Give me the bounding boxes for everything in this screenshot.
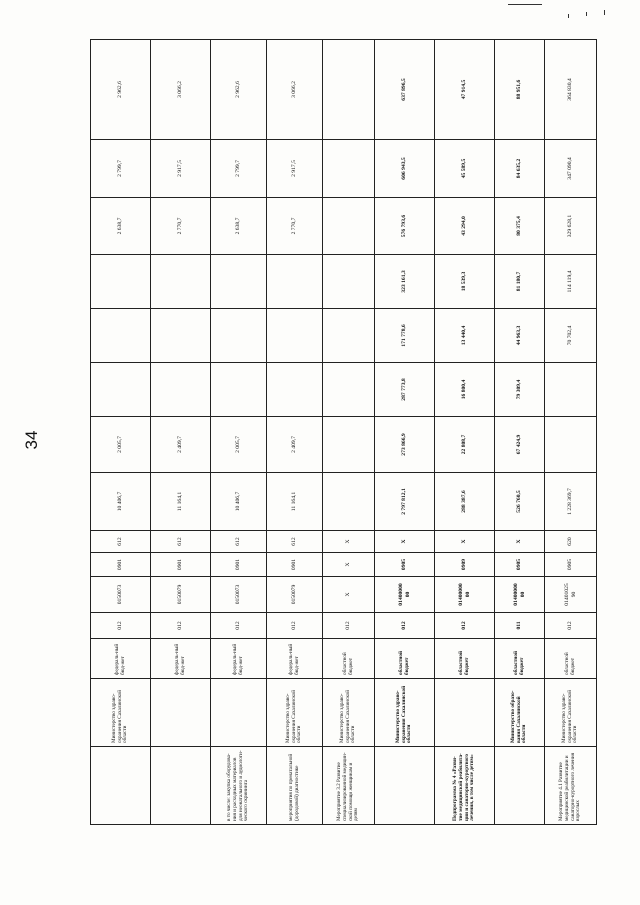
program-funding-table <box>90 39 597 825</box>
value-2017 <box>151 255 211 309</box>
org-cell: Министерство здраво-охранения Сахалинской области <box>545 679 597 747</box>
value-2019: 84 635,2 <box>495 140 545 198</box>
value-2018 <box>323 198 375 255</box>
funding-source: федераль-ный бюд-жет <box>151 639 211 679</box>
csr-code: 01401025 90 <box>545 577 597 613</box>
table-row <box>267 40 323 825</box>
csr-code: 01400000 00 <box>435 577 495 613</box>
csr-code: 0150079 <box>267 577 323 613</box>
value-2015 <box>323 363 375 417</box>
value-2020: 364 830,4 <box>545 40 597 140</box>
table-row <box>495 40 545 825</box>
total-value <box>323 473 375 531</box>
value-2017: 323 161,3 <box>375 255 435 309</box>
value-2016 <box>151 309 211 363</box>
value-2017 <box>91 255 151 309</box>
rzpr-code: 0901 <box>267 553 323 577</box>
scan-mark <box>604 10 605 15</box>
org-cell <box>151 679 211 747</box>
value-2017: 114 119,4 <box>545 255 597 309</box>
value-2015: 79 309,4 <box>495 363 545 417</box>
grbs-code: 012 <box>545 613 597 639</box>
org-cell: Министерство здраво-охранения Сахалинской области <box>91 679 151 747</box>
value-2018: 2 770,7 <box>151 198 211 255</box>
value-2014: 2 005,7 <box>91 417 151 473</box>
row-name: мероприятия по пренатальной (дородовой) диагностике <box>267 747 323 825</box>
value-2014: 2 005,7 <box>211 417 267 473</box>
value-2019: 45 589,5 <box>435 140 495 198</box>
grbs-code: 012 <box>267 613 323 639</box>
table-row <box>91 40 151 825</box>
value-2015: 287 773,8 <box>375 363 435 417</box>
value-2019: 347 090,4 <box>545 140 597 198</box>
funding-source: федераль-ный бюд-жет <box>211 639 267 679</box>
vr-code: X <box>495 531 545 553</box>
table-row <box>545 40 597 825</box>
value-2016: 44 963,3 <box>495 309 545 363</box>
value-2018: 329 628,1 <box>545 198 597 255</box>
value-2019 <box>323 140 375 198</box>
value-2020: 47 914,5 <box>435 40 495 140</box>
row-name: Мероприятие 3.2 Развитие специализированной медицин-ской помощи женщинам и детям <box>323 747 375 825</box>
funding-source: федераль-ный бюд-жет <box>91 639 151 679</box>
funding-source: федераль-ный бюд-жет <box>267 639 323 679</box>
value-2015: 16 800,4 <box>435 363 495 417</box>
value-2018: 2 638,7 <box>211 198 267 255</box>
value-2015 <box>267 363 323 417</box>
value-2020: 2 962,6 <box>211 40 267 140</box>
funding-source: областной бюджет <box>495 639 545 679</box>
csr-code: 01400000 00 <box>495 577 545 613</box>
grbs-code: 012 <box>375 613 435 639</box>
value-2015 <box>91 363 151 417</box>
value-2020: 637 896,5 <box>375 40 435 140</box>
value-2019: 2 799,7 <box>211 140 267 198</box>
funding-source: областной бюджет <box>435 639 495 679</box>
rotated-table-container <box>90 40 580 825</box>
row-name: Подпрограмма № 4 «Разви-тие медицинской реабилита-ции и санаторно-курортного лечения, в том числе детям» <box>435 747 495 825</box>
value-2018: 43 294,0 <box>435 198 495 255</box>
grbs-code: 012 <box>211 613 267 639</box>
value-2014: 22 808,7 <box>435 417 495 473</box>
grbs-code: 012 <box>323 613 375 639</box>
value-2016 <box>267 309 323 363</box>
total-value: 1 228 369,7 <box>545 473 597 531</box>
value-2016 <box>211 309 267 363</box>
value-2017: 18 539,3 <box>435 255 495 309</box>
row-name: Мероприятие 4.1 Развитие медицинской реабилитации и санаторно-курортного лечения взрослых <box>545 747 597 825</box>
vr-code: 612 <box>211 531 267 553</box>
value-2019: 2 917,5 <box>267 140 323 198</box>
vr-code: X <box>435 531 495 553</box>
total-value: 10 406,7 <box>211 473 267 531</box>
rzpr-code: 0905 <box>495 553 545 577</box>
value-2014 <box>545 417 597 473</box>
org-cell: Министерство здраво-охранения Сахалинской области <box>375 679 435 747</box>
scan-mark <box>586 12 587 16</box>
value-2020 <box>323 40 375 140</box>
value-2019: 606 943,5 <box>375 140 435 198</box>
rzpr-code: 0901 <box>91 553 151 577</box>
value-2014: 2 409,7 <box>151 417 211 473</box>
csr-code: 01400000 00 <box>375 577 435 613</box>
total-value: 11 164,1 <box>151 473 211 531</box>
total-value: 10 406,7 <box>91 473 151 531</box>
value-2014: 67 424,9 <box>495 417 545 473</box>
value-2017 <box>211 255 267 309</box>
csr-code: 0150073 <box>211 577 267 613</box>
rzpr-code: 0905 <box>545 553 597 577</box>
rzpr-code: 0901 <box>211 553 267 577</box>
funding-source: областной бюджет <box>323 639 375 679</box>
org-cell: Министерство образо-вания Сахалинской области <box>495 679 545 747</box>
value-2016 <box>323 309 375 363</box>
csr-code: 0150073 <box>91 577 151 613</box>
value-2015 <box>211 363 267 417</box>
value-2015 <box>151 363 211 417</box>
table-row <box>323 40 375 825</box>
org-cell <box>211 679 267 747</box>
org-cell <box>435 679 495 747</box>
row-name <box>495 747 545 825</box>
table-row <box>151 40 211 825</box>
scan-mark <box>508 4 542 5</box>
value-2018: 576 793,6 <box>375 198 435 255</box>
grbs-code: 012 <box>435 613 495 639</box>
funding-source: областной бюджет <box>545 639 597 679</box>
vr-code: 612 <box>151 531 211 553</box>
value-2014: 273 866,9 <box>375 417 435 473</box>
vr-code: 620 <box>545 531 597 553</box>
total-value: 2 797 812,1 <box>375 473 435 531</box>
vr-code: 612 <box>91 531 151 553</box>
value-2018: 2 770,7 <box>267 198 323 255</box>
total-value: 526 760,5 <box>495 473 545 531</box>
table-row <box>435 40 495 825</box>
table-body <box>91 40 597 825</box>
total-value: 11 164,1 <box>267 473 323 531</box>
value-2019: 2 799,7 <box>91 140 151 198</box>
value-2014: 2 409,7 <box>267 417 323 473</box>
total-value: 288 387,6 <box>435 473 495 531</box>
row-name <box>91 747 151 825</box>
value-2020: 3 066,2 <box>267 40 323 140</box>
grbs-code: 012 <box>151 613 211 639</box>
table-row <box>211 40 267 825</box>
value-2016: 171 778,6 <box>375 309 435 363</box>
table-row <box>375 40 435 825</box>
value-2016 <box>91 309 151 363</box>
page-number: 34 <box>22 430 41 450</box>
vr-code: X <box>375 531 435 553</box>
rzpr-code: 0901 <box>151 553 211 577</box>
grbs-code: 011 <box>495 613 545 639</box>
org-cell: Министерство здраво-охранения Сахалинской области <box>267 679 323 747</box>
value-2020: 3 066,2 <box>151 40 211 140</box>
row-name <box>151 747 211 825</box>
rzpr-code: X <box>323 553 375 577</box>
value-2016: 13 440,4 <box>435 309 495 363</box>
row-name: в то числе: закупка оборудова-ния и расходных материалов для неонатального и аудиологи-ческого скрининга <box>211 747 267 825</box>
value-2017 <box>267 255 323 309</box>
value-2017 <box>323 255 375 309</box>
rzpr-code: 0905 <box>375 553 435 577</box>
value-2014 <box>323 417 375 473</box>
vr-code: X <box>323 531 375 553</box>
value-2016: 70 702,4 <box>545 309 597 363</box>
org-cell: Министерство здраво-охранения Сахалинской области <box>323 679 375 747</box>
value-2018: 2 638,7 <box>91 198 151 255</box>
funding-source: областной бюджет <box>375 639 435 679</box>
value-2019: 2 917,5 <box>151 140 211 198</box>
value-2020: 88 951,6 <box>495 40 545 140</box>
value-2015 <box>545 363 597 417</box>
value-2020: 2 962,6 <box>91 40 151 140</box>
row-name <box>375 747 435 825</box>
rzpr-code: 0909 <box>435 553 495 577</box>
grbs-code: 012 <box>91 613 151 639</box>
csr-code: 0150079 <box>151 577 211 613</box>
csr-code: X <box>323 577 375 613</box>
value-2017: 81 180,7 <box>495 255 545 309</box>
scan-mark <box>568 14 569 18</box>
vr-code: 612 <box>267 531 323 553</box>
value-2018: 80 375,4 <box>495 198 545 255</box>
